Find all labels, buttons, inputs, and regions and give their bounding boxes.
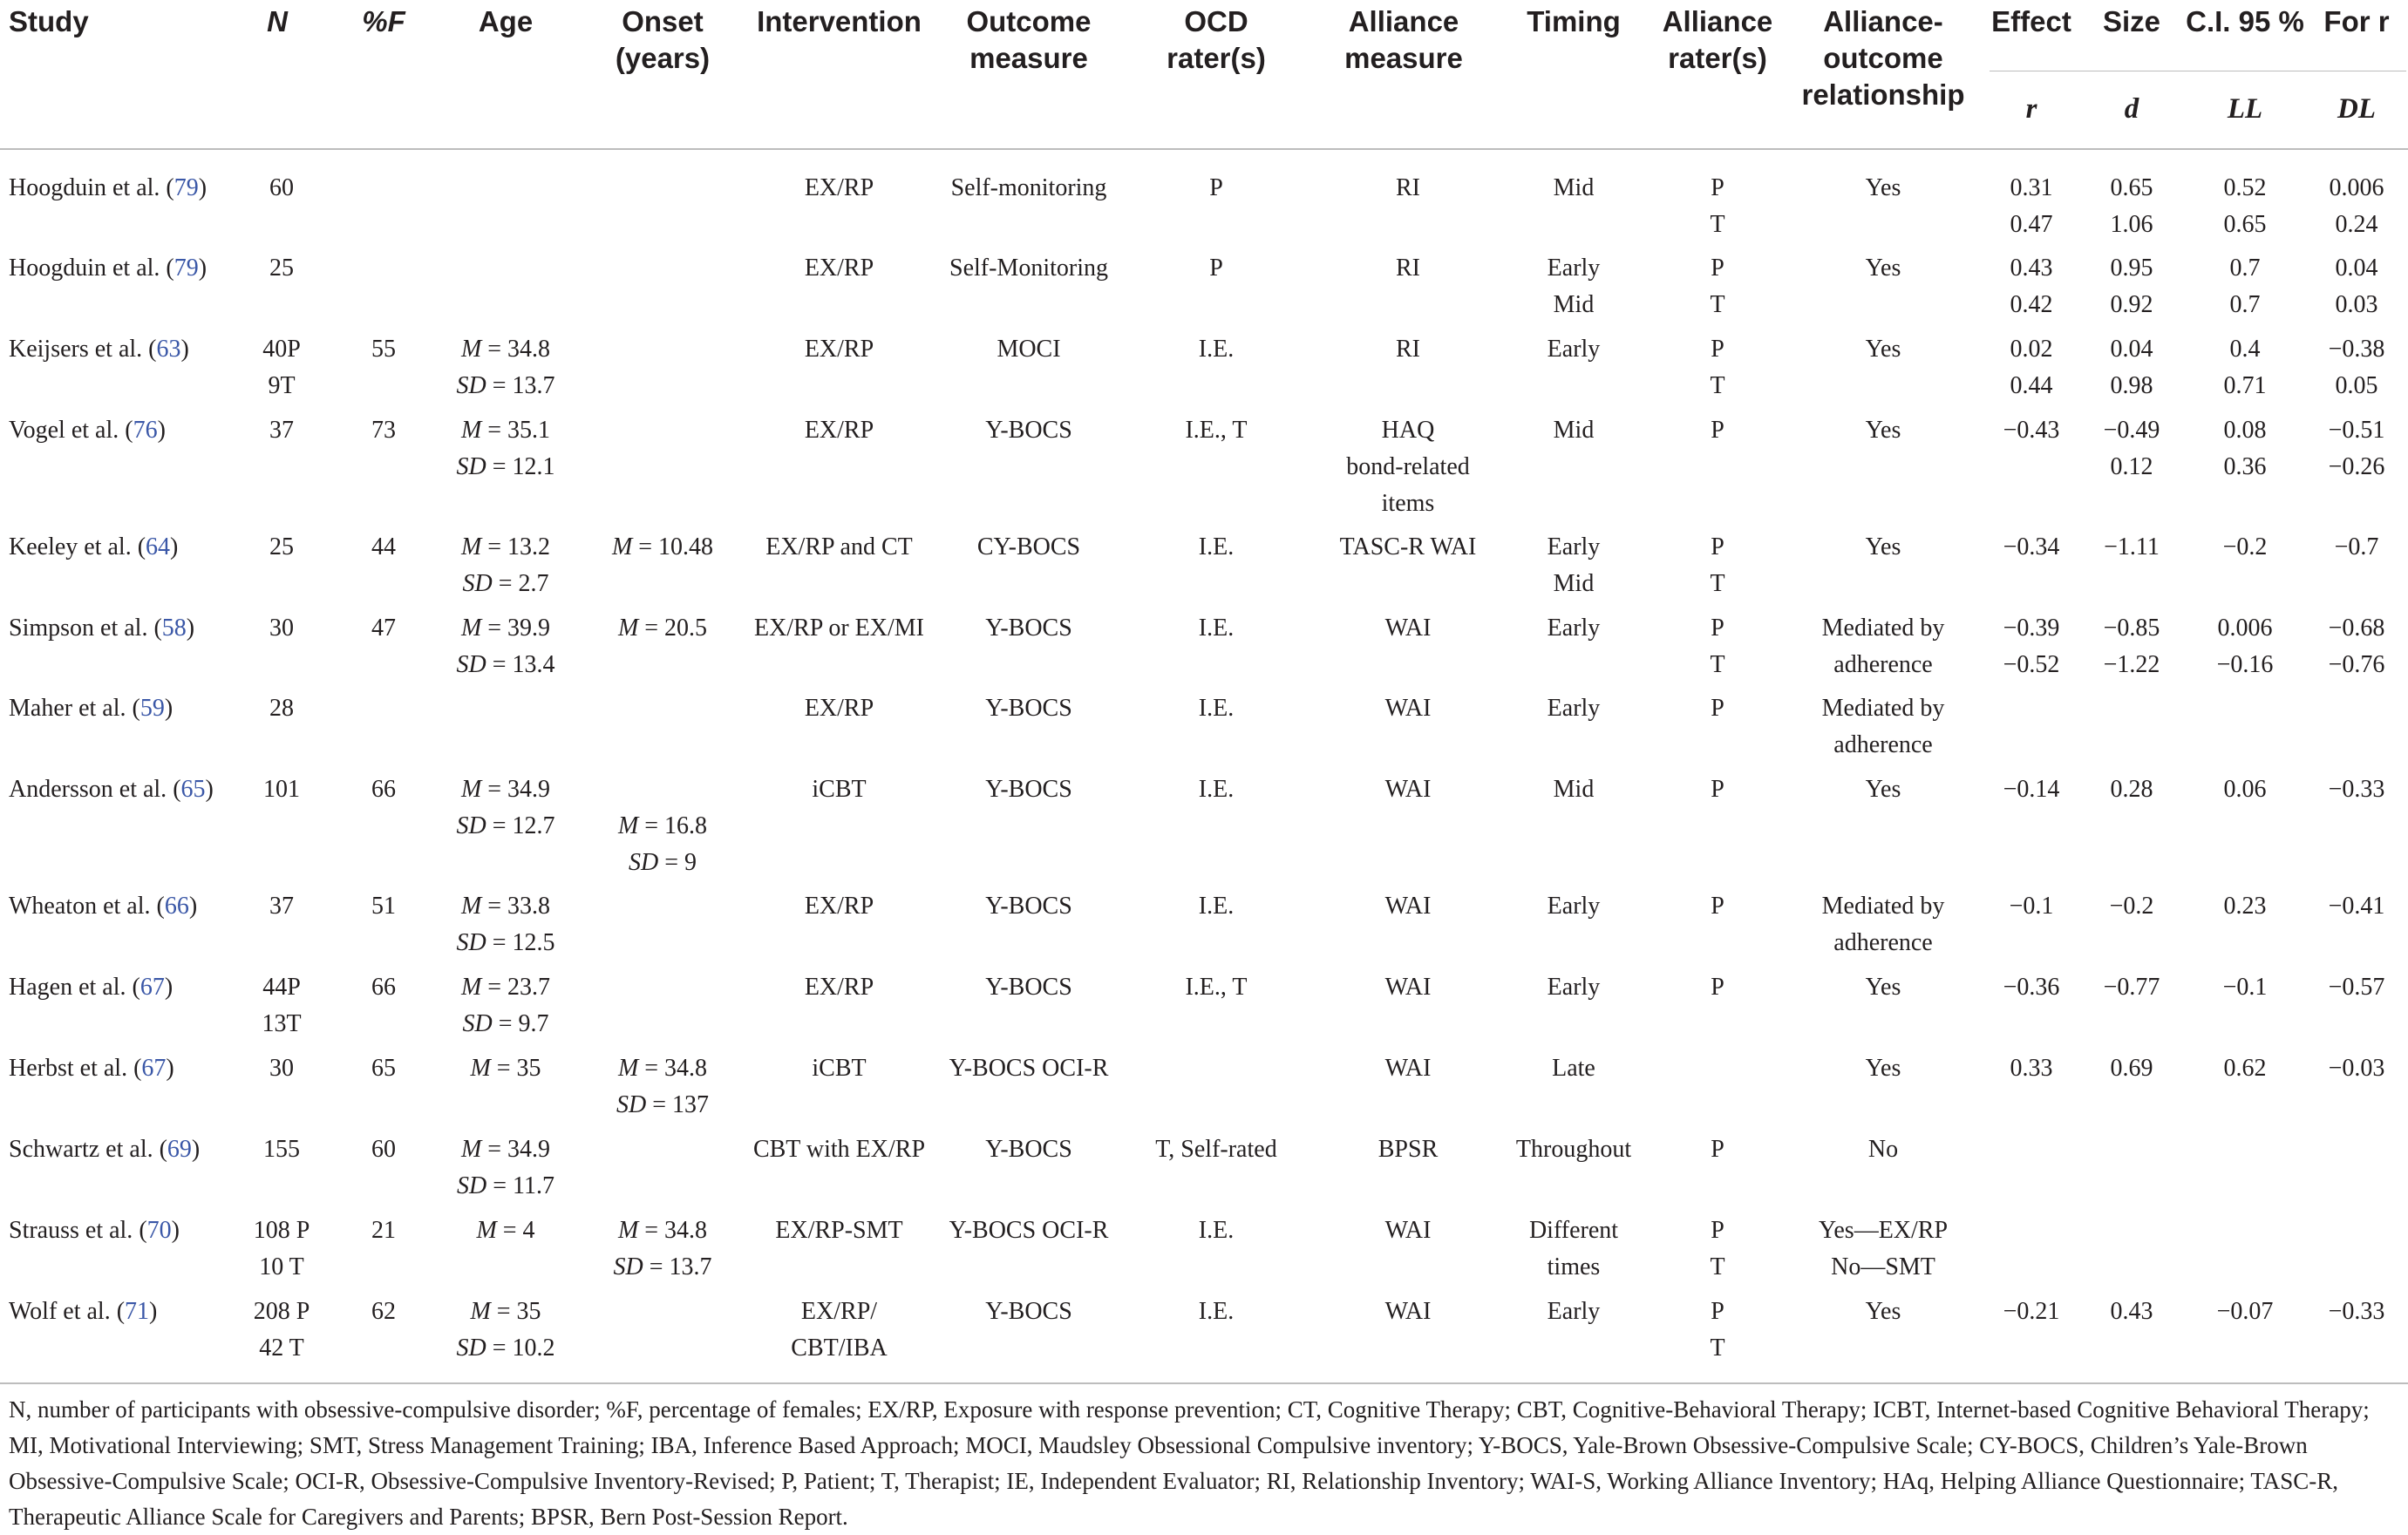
cell-d: −0.49 0.12	[2103, 417, 2160, 480]
cell-ocd-rater: I.E.	[1198, 893, 1235, 920]
cell-dl: −0.03	[2328, 1055, 2385, 1082]
cell-outcome: MOCI	[997, 336, 1061, 363]
cell-relationship: No	[1867, 1136, 1899, 1163]
cell-outcome: Self-monitoring	[950, 174, 1107, 201]
header-age: Age	[478, 5, 534, 37]
cell-n: 25	[269, 255, 294, 282]
cell-pf: 60	[371, 1136, 396, 1163]
cell-r: −0.1	[2009, 893, 2054, 920]
study-author: Keijsers et al.	[9, 336, 143, 363]
study-author: Andersson et al.	[9, 776, 167, 803]
cell-dl: −0.38 0.05	[2328, 336, 2385, 399]
cell-r: 0.33	[2010, 1055, 2053, 1082]
cell-outcome: CY-BOCS	[976, 533, 1081, 560]
reference-link[interactable]: 79	[173, 174, 199, 201]
cell-intervention: CBT with EX/RP	[752, 1136, 926, 1163]
cell-onset: M = 20.5	[617, 615, 708, 642]
cell-ocd-rater: I.E.	[1198, 1298, 1235, 1325]
cell-timing: Mid	[1553, 417, 1595, 444]
study-cell: Hoogduin et al. (79)	[9, 255, 207, 282]
study-cell: Herbst et al. (67)	[9, 1055, 174, 1082]
header-rule	[0, 148, 2408, 150]
study-author: Wheaton et al.	[9, 893, 151, 920]
reference-link[interactable]: 67	[141, 1055, 167, 1082]
cell-outcome: Y-BOCS	[985, 695, 1072, 722]
study-author: Maher et al.	[9, 695, 126, 722]
cell-alliance-measure: WAI	[1384, 1055, 1432, 1082]
cell-pf: 65	[371, 1055, 396, 1082]
study-author: Vogel et al.	[9, 417, 119, 444]
cell-relationship: Mediated by adherence	[1821, 615, 1945, 678]
cell-ll: 0.08 0.36	[2223, 417, 2267, 480]
cell-ll: 0.4 0.71	[2223, 336, 2267, 399]
cell-relationship: Mediated by adherence	[1821, 893, 1945, 956]
cell-dl: −0.68 −0.76	[2328, 615, 2385, 678]
cell-alliance-rater: P	[1711, 695, 1724, 722]
cell-alliance-measure: WAI	[1384, 615, 1432, 642]
cell-ll: 0.23	[2223, 893, 2267, 920]
header-ocd-raters: OCD rater(s)	[1167, 5, 1266, 74]
cell-pf: 44	[371, 533, 396, 560]
cell-intervention: EX/RP-SMT	[775, 1217, 903, 1244]
cell-age: M = 35.1 SD = 12.1	[456, 417, 555, 480]
study-author: Schwartz et al.	[9, 1136, 153, 1163]
cell-alliance-rater: P	[1711, 417, 1724, 444]
cell-pf: 62	[371, 1298, 396, 1325]
cell-timing: Different times	[1528, 1217, 1619, 1280]
study-cell: Keeley et al. (64)	[9, 533, 179, 560]
cell-alliance-measure: WAI	[1384, 893, 1432, 920]
cell-d: 0.43	[2110, 1298, 2153, 1325]
cell-onset: M = 10.48	[611, 533, 714, 560]
header-intervention: Intervention	[757, 5, 922, 37]
cell-intervention: EX/RP and CT	[765, 533, 913, 560]
cell-timing: Early	[1547, 336, 1601, 363]
header-study: Study	[9, 5, 89, 37]
header-alliance-raters: Alliance rater(s)	[1662, 5, 1773, 74]
reference-link[interactable]: 69	[167, 1136, 192, 1163]
study-author: Hoogduin et al.	[9, 255, 160, 282]
header-effect: Effect	[1991, 5, 2071, 37]
study-cell: Keijsers et al. (63)	[9, 336, 189, 363]
cell-relationship: Yes	[1865, 974, 1901, 1001]
cell-intervention: iCBT	[812, 1055, 867, 1082]
cell-ocd-rater: I.E.	[1198, 615, 1235, 642]
cell-n: 28	[269, 695, 294, 722]
cell-d: −1.11	[2104, 533, 2160, 560]
cell-onset: M = 16.8 SD = 9	[617, 812, 708, 876]
study-cell: Andersson et al. (65)	[9, 776, 214, 803]
cell-intervention: EX/RP	[804, 417, 874, 444]
cell-timing: Late	[1552, 1055, 1595, 1082]
cell-alliance-measure: WAI	[1384, 1217, 1432, 1244]
cell-d: 0.04 0.98	[2110, 336, 2153, 399]
cell-d: 0.65 1.06	[2110, 174, 2153, 238]
cell-relationship: Yes	[1865, 174, 1901, 201]
cell-ll: −0.2	[2222, 533, 2268, 560]
cell-n: 108 P 10 T	[253, 1217, 310, 1280]
cell-relationship: Yes	[1865, 417, 1901, 444]
cell-ocd-rater: I.E., T	[1185, 974, 1248, 1001]
header-alliance-outcome-relationship: Alliance- outcome relationship	[1801, 5, 1965, 111]
cell-alliance-measure: BPSR	[1377, 1136, 1439, 1163]
cell-alliance-rater: P T	[1710, 533, 1725, 597]
cell-alliance-measure: RI	[1396, 255, 1420, 282]
cell-alliance-measure: WAI	[1384, 695, 1432, 722]
study-cell: Strauss et al. (70)	[9, 1217, 180, 1244]
reference-link[interactable]: 70	[146, 1217, 172, 1244]
cell-alliance-rater: P T	[1710, 1217, 1725, 1280]
cell-ll: 0.52 0.65	[2223, 174, 2267, 238]
cell-intervention: EX/RP	[804, 336, 874, 363]
cell-timing: Early	[1547, 893, 1601, 920]
reference-link[interactable]: 67	[139, 974, 165, 1001]
cell-n: 30	[269, 615, 294, 642]
cell-dl: −0.7	[2334, 533, 2379, 560]
cell-ocd-rater: I.E.	[1198, 533, 1235, 560]
cell-age: M = 35 SD = 10.2	[456, 1298, 555, 1362]
cell-d: 0.69	[2110, 1055, 2153, 1082]
cell-ocd-rater: I.E., T	[1185, 417, 1248, 444]
cell-intervention: EX/RP	[804, 255, 874, 282]
cell-age: M = 34.9 SD = 11.7	[457, 1136, 554, 1199]
cell-ocd-rater: P	[1209, 174, 1223, 201]
reference-link[interactable]: 63	[156, 336, 181, 363]
study-author: Wolf et al.	[9, 1298, 111, 1325]
cell-outcome: Y-BOCS	[985, 974, 1072, 1001]
cell-outcome: Y-BOCS OCI-R	[949, 1217, 1109, 1244]
cell-alliance-measure: RI	[1396, 174, 1420, 201]
cell-age: M = 33.8 SD = 12.5	[456, 893, 555, 956]
cell-alliance-measure: HAQ bond-related items	[1346, 417, 1470, 517]
header-n: N	[267, 5, 288, 37]
cell-pf: 66	[371, 974, 396, 1001]
cell-alliance-rater: P	[1711, 893, 1724, 920]
cell-alliance-measure: WAI	[1384, 1298, 1432, 1325]
cell-r: 0.43 0.42	[2010, 255, 2053, 318]
cell-r: −0.36	[2003, 974, 2060, 1001]
cell-alliance-measure: WAI	[1384, 776, 1432, 803]
cell-dl: −0.51 −0.26	[2328, 417, 2385, 480]
cell-alliance-rater: P T	[1710, 336, 1725, 399]
cell-relationship: Yes	[1865, 776, 1901, 803]
cell-ocd-rater: I.E.	[1198, 695, 1235, 722]
cell-intervention: EX/RP	[804, 893, 874, 920]
study-author: Herbst et al.	[9, 1055, 128, 1082]
cell-ll: 0.62	[2223, 1055, 2267, 1082]
cell-onset: M = 34.8 SD = 137	[616, 1055, 710, 1118]
cell-dl: −0.41	[2328, 893, 2385, 920]
cell-alliance-measure: RI	[1396, 336, 1420, 363]
cell-r: 0.02 0.44	[2010, 336, 2053, 399]
cell-alliance-measure: TASC-R WAI	[1339, 533, 1477, 560]
cell-timing: Early	[1547, 1298, 1601, 1325]
cell-r: −0.39 −0.52	[2003, 615, 2060, 678]
cell-ll: 0.006 −0.16	[2216, 615, 2274, 678]
cell-n: 30	[269, 1055, 294, 1082]
cell-relationship: Yes	[1865, 1055, 1901, 1082]
cell-n: 44P 13T	[262, 974, 302, 1037]
cell-timing: Mid	[1553, 174, 1595, 201]
cell-d: −0.77	[2103, 974, 2160, 1001]
header-sub-dl: DL	[2337, 93, 2376, 125]
header-timing: Timing	[1527, 5, 1621, 37]
table-bottom-rule	[0, 1382, 2408, 1384]
study-author: Hagen et al.	[9, 974, 126, 1001]
cell-timing: Early	[1547, 695, 1601, 722]
cell-outcome: Y-BOCS	[985, 615, 1072, 642]
cell-intervention: EX/RP	[804, 174, 874, 201]
reference-link[interactable]: 79	[173, 255, 199, 282]
table-footnote: N, number of participants with obsessive-compulsive disorder; %F, percentage of females; EX/RP, Exposure with response prevention; CT, Cognitive Therapy; CBT, Cognitive-Behavioral Therapy; ICBT, Internet-based Cognitive Behavioral Therapy; MI, Motivational Interviewing; SMT, Stress Management Training; IBA, Inference Based Approach; MOCI, Maudsley Obsessional Compulsive inventory; Y-BOCS, Yale-Brown Obsessive-Compulsive Scale; CY-BOCS, Children’s Yale-Brown Obsessive-Compulsive Scale; OCI-R, Obsessive-Compulsive Inventory-Revised; P, Patient; T, Therapist; IE, Independent Evaluator; RI, Relationship Inventory; WAI-S, Working Alliance Inventory; HAq, Helping Alliance Questionnaire; TASC-R, Therapeutic Alliance Scale for Caregivers and Parents; BPSR, Bern Post-Session Report.	[9, 1396, 2370, 1530]
cell-n: 37	[269, 893, 294, 920]
cell-ll: −0.07	[2216, 1298, 2274, 1325]
reference-link[interactable]: 65	[180, 776, 206, 803]
study-author: Keeley et al.	[9, 533, 132, 560]
cell-n: 40P 9T	[262, 336, 301, 399]
reference-link[interactable]: 71	[125, 1298, 150, 1325]
cell-ll: −0.1	[2222, 974, 2268, 1001]
cell-pf: 66	[371, 776, 396, 803]
header-for-r: For r	[2323, 5, 2390, 37]
reference-link[interactable]: 64	[146, 533, 171, 560]
cell-alliance-rater: P T	[1710, 1298, 1725, 1362]
reference-link[interactable]: 59	[139, 695, 165, 722]
cell-d: 0.95 0.92	[2110, 255, 2153, 318]
cell-intervention: EX/RP or EX/MI	[754, 615, 924, 642]
cell-pf: 51	[371, 893, 396, 920]
cell-intervention: iCBT	[812, 776, 867, 803]
cell-dl: 0.006 0.24	[2329, 174, 2384, 238]
header-sub-d: d	[2124, 93, 2139, 125]
header-alliance-measure: Alliance measure	[1344, 5, 1463, 74]
cell-alliance-rater: P	[1711, 1136, 1724, 1163]
cell-dl: −0.33	[2328, 1298, 2385, 1325]
cell-timing: Early	[1547, 615, 1601, 642]
cell-alliance-rater: P T	[1710, 615, 1725, 678]
cell-timing: Early Mid	[1547, 255, 1601, 318]
cell-pf: 47	[371, 615, 396, 642]
cell-alliance-rater: P T	[1710, 174, 1725, 238]
cell-alliance-rater: P	[1711, 776, 1724, 803]
cell-age: M = 13.2 SD = 2.7	[460, 533, 551, 597]
study-author: Hoogduin et al.	[9, 174, 160, 201]
cell-alliance-rater: P T	[1710, 255, 1725, 318]
header-percent-female: %F	[362, 5, 405, 37]
cell-r: −0.43	[2003, 417, 2060, 444]
study-cell: Hoogduin et al. (79)	[9, 174, 207, 201]
cell-age: M = 34.8 SD = 13.7	[456, 336, 555, 399]
cell-alliance-rater: P	[1711, 974, 1724, 1001]
cell-intervention: EX/RP	[804, 974, 874, 1001]
cell-outcome: Y-BOCS	[985, 1298, 1072, 1325]
cell-outcome: Y-BOCS	[985, 893, 1072, 920]
header-onset: Onset (years)	[615, 5, 711, 74]
study-author: Strauss et al.	[9, 1217, 133, 1244]
cell-n: 60	[269, 174, 294, 201]
cell-outcome: Y-BOCS	[985, 776, 1072, 803]
cell-pf: 55	[371, 336, 396, 363]
cell-r: −0.21	[2003, 1298, 2060, 1325]
cell-r: −0.34	[2003, 533, 2060, 560]
cell-n: 25	[269, 533, 294, 560]
cell-age: M = 4	[476, 1217, 535, 1244]
cell-intervention: EX/RP	[804, 695, 874, 722]
cell-n: 208 P 42 T	[253, 1298, 310, 1362]
cell-relationship: Mediated by adherence	[1821, 695, 1945, 758]
cell-timing: Throughout	[1515, 1136, 1632, 1163]
header-sub-ll: LL	[2227, 93, 2263, 125]
study-cell: Vogel et al. (76)	[9, 417, 166, 444]
cell-n: 101	[263, 776, 300, 803]
cell-dl: 0.04 0.03	[2335, 255, 2378, 318]
header-ci: C.I. 95 %	[2186, 5, 2304, 37]
header-outcome-measure: Outcome measure	[966, 5, 1092, 74]
cell-relationship: Yes	[1865, 336, 1901, 363]
cell-outcome: Self-Monitoring	[949, 255, 1108, 282]
cell-outcome: Y-BOCS OCI-R	[949, 1055, 1109, 1082]
cell-dl: −0.57	[2328, 974, 2385, 1001]
cell-pf: 21	[371, 1217, 396, 1244]
cell-relationship: Yes	[1865, 533, 1901, 560]
cell-ocd-rater: I.E.	[1198, 776, 1235, 803]
header-size: Size	[2102, 5, 2161, 37]
cell-ocd-rater: P	[1209, 255, 1223, 282]
cell-d: −0.2	[2109, 893, 2154, 920]
cell-n: 155	[263, 1136, 300, 1163]
cell-intervention: EX/RP/ CBT/IBA	[791, 1298, 888, 1362]
header-sub-r: r	[2025, 93, 2037, 125]
cell-outcome: Y-BOCS	[985, 1136, 1072, 1163]
reference-link[interactable]: 76	[133, 417, 158, 444]
reference-link[interactable]: 66	[164, 893, 189, 920]
cell-r: −0.14	[2003, 776, 2060, 803]
cell-age: M = 34.9 SD = 12.7	[456, 776, 555, 839]
cell-age: M = 35	[470, 1055, 541, 1082]
cell-relationship: Yes	[1865, 255, 1901, 282]
cell-d: −0.85 −1.22	[2103, 615, 2160, 678]
cell-alliance-measure: WAI	[1384, 974, 1432, 1001]
study-cell: Schwartz et al. (69)	[9, 1136, 201, 1163]
reference-link[interactable]: 58	[161, 615, 187, 642]
cell-timing: Early Mid	[1547, 533, 1601, 597]
study-author: Simpson et al.	[9, 615, 148, 642]
cell-timing: Mid	[1553, 776, 1595, 803]
cell-ocd-rater: I.E.	[1198, 1217, 1235, 1244]
study-cell: Simpson et al. (58)	[9, 615, 195, 642]
cell-n: 37	[269, 417, 294, 444]
cell-relationship: Yes	[1865, 1298, 1901, 1325]
cell-dl: −0.33	[2328, 776, 2385, 803]
cell-timing: Early	[1547, 974, 1601, 1001]
study-cell: Wheaton et al. (66)	[9, 893, 198, 920]
cell-d: 0.28	[2110, 776, 2153, 803]
cell-pf: 73	[371, 417, 396, 444]
cell-outcome: Y-BOCS	[985, 417, 1072, 444]
cell-ocd-rater: T, Self-rated	[1155, 1136, 1277, 1163]
study-cell: Wolf et al. (71)	[9, 1298, 158, 1325]
cell-age: M = 23.7 SD = 9.7	[460, 974, 551, 1037]
cell-ll: 0.06	[2223, 776, 2267, 803]
cell-r: 0.31 0.47	[2010, 174, 2053, 238]
cell-onset: M = 34.8 SD = 13.7	[613, 1217, 712, 1280]
cell-relationship: Yes—EX/RP No—SMT	[1818, 1217, 1949, 1280]
cell-age: M = 39.9 SD = 13.4	[456, 615, 555, 678]
study-cell: Maher et al. (59)	[9, 695, 173, 722]
study-cell: Hagen et al. (67)	[9, 974, 173, 1001]
cell-ocd-rater: I.E.	[1198, 336, 1235, 363]
cell-ll: 0.7 0.7	[2229, 255, 2261, 318]
